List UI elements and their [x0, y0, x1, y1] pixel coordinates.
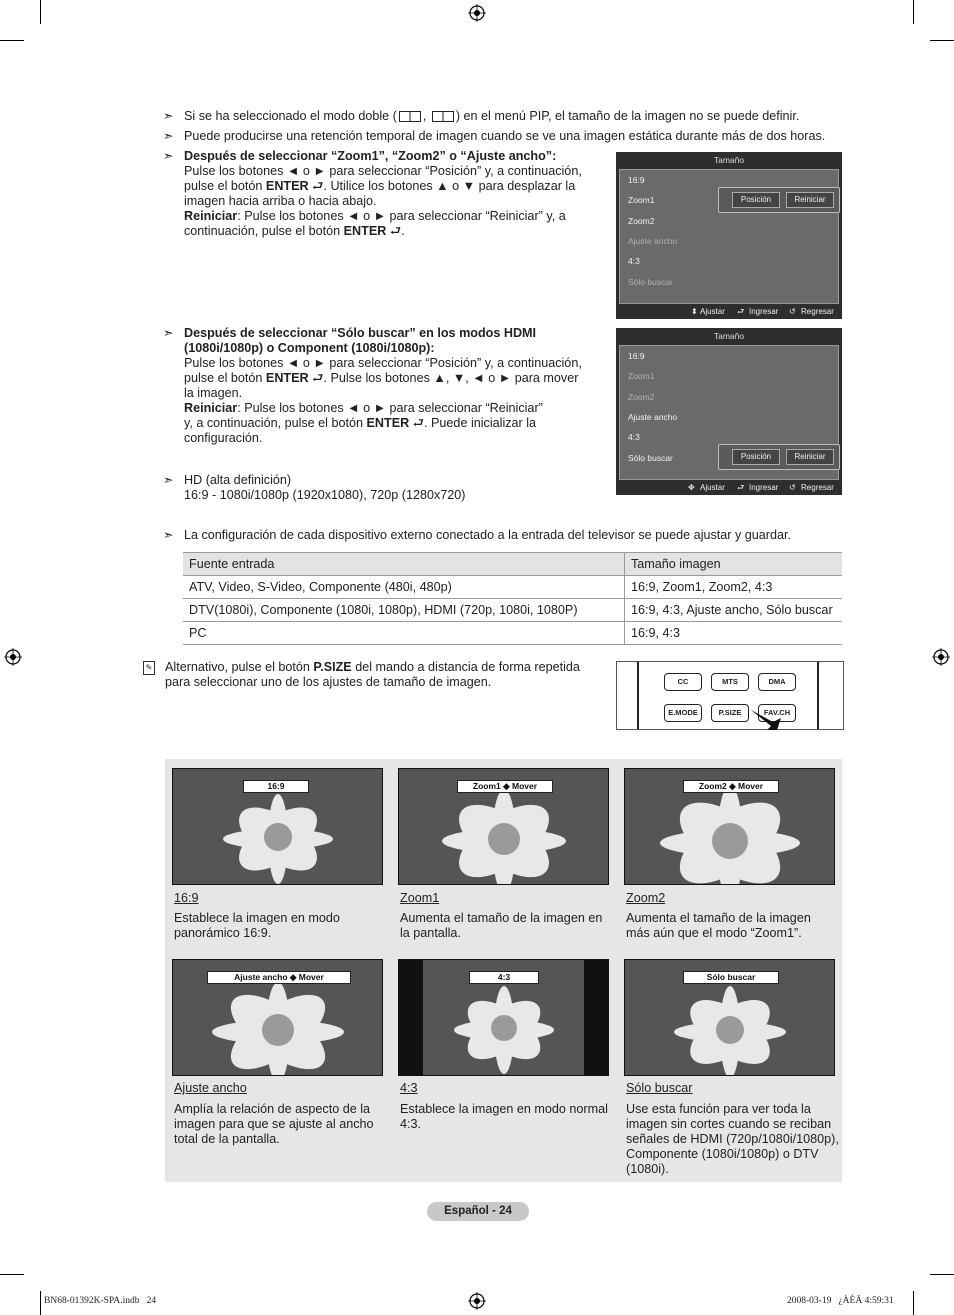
enter-icon: ⮐ — [737, 483, 745, 492]
note-arrow-icon: ➣ — [163, 129, 174, 143]
table-header: Fuente entrada Tamaño imagen — [183, 553, 842, 576]
example-image-zoom2 — [624, 768, 835, 885]
note-arrow-icon: ➣ — [163, 149, 174, 163]
crop-mark — [913, 0, 914, 24]
menu-item-solo-buscar[interactable]: Sólo buscar — [628, 453, 673, 463]
example-image-ajuste-ancho — [172, 959, 383, 1076]
size-menu-panel-solo-buscar — [616, 328, 842, 495]
menu-item-16-9[interactable]: 16:9 — [628, 175, 645, 185]
cc-button[interactable]: CC — [664, 673, 702, 691]
menu-item-4-3[interactable]: 4:3 — [628, 256, 640, 266]
crop-mark — [930, 1274, 954, 1275]
crop-mark — [0, 40, 24, 41]
note-arrow-icon: ➣ — [163, 109, 174, 123]
example-image-solo-buscar — [624, 959, 835, 1076]
panel-title: Tamaño — [713, 331, 745, 341]
registration-mark-icon — [468, 4, 486, 22]
menu-item-zoom2[interactable]: Zoom2 — [628, 216, 655, 226]
print-date-info: 2008-03-19 ¿ÀÈÄ 4:59:31 — [787, 1296, 894, 1306]
example-desc-solo-buscar: Use esta función para ver toda la imagen sin cortes cuando se reciban señales de HDMI (720p/1080i/1080p), Componente (1080i/1080p) o DTV (1080i). — [626, 1102, 839, 1176]
example-desc-zoom2: Aumenta el tamaño de la imagen más aún que el modo “Zoom1”. — [626, 911, 811, 940]
example-image-4-3 — [398, 959, 609, 1076]
image-label: Zoom2 ◆ Mover — [683, 780, 779, 793]
crop-mark — [913, 1291, 914, 1315]
emode-button[interactable]: E.MODE — [664, 704, 702, 722]
menu-item-solo-buscar[interactable]: Sólo buscar — [628, 277, 673, 287]
example-title-zoom1: Zoom1 — [400, 891, 440, 905]
remote-edge — [817, 662, 819, 729]
example-title-16-9: 16:9 — [174, 891, 199, 905]
example-title-ajuste-ancho: Ajuste ancho — [174, 1081, 247, 1095]
note-psize: Alternativo, pulse el botón P.SIZE del mando a distancia de forma repetida para seleccionar uno de los ajustes de tamaño de imagen. — [165, 660, 580, 689]
example-image-16-9 — [172, 768, 383, 885]
image-label: Ajuste ancho ◆ Mover — [207, 971, 351, 984]
table-row: DTV(1080i), Componente (1080i, 1080p), HDMI (720p, 1080i, 1080P) 16:9, 4:3, Ajuste ancho, Sólo buscar — [183, 599, 842, 622]
example-desc-4-3: Establece la imagen en modo normal 4:3. — [400, 1102, 608, 1131]
double-mode-icon — [399, 111, 421, 122]
example-title-zoom2: Zoom2 — [626, 891, 666, 905]
example-desc-zoom1: Aumenta el tamaño de la imagen en la pantalla. — [400, 911, 603, 940]
double-mode-icon — [432, 111, 454, 122]
crop-mark — [930, 40, 954, 41]
menu-item-zoom1[interactable]: Zoom1 — [628, 195, 655, 205]
panel-footer: ✥ Ajustar ⮐ Ingresar ↺ Regresar — [616, 481, 842, 495]
memo-icon: ✎ — [143, 661, 155, 675]
note-arrow-icon: ➣ — [163, 326, 174, 340]
note-arrow-icon: ➣ — [163, 473, 174, 487]
print-file-info: BN68-01392K-SPA.indb 24 — [44, 1296, 157, 1306]
enter-icon: ⮐ — [389, 224, 402, 238]
panel-body — [619, 169, 839, 304]
position-button[interactable]: Posición — [732, 449, 780, 465]
menu-item-ajuste-ancho[interactable]: Ajuste ancho — [628, 412, 678, 422]
four-way-icon: ✥ — [688, 483, 695, 492]
menu-item-4-3[interactable]: 4:3 — [628, 432, 640, 442]
image-label: 16:9 — [243, 780, 309, 793]
size-menu-panel-zoom — [616, 152, 842, 319]
example-image-zoom1 — [398, 768, 609, 885]
menu-item-zoom2[interactable]: Zoom2 — [628, 392, 655, 402]
return-icon: ↺ — [789, 483, 796, 492]
favch-button[interactable]: FAV.CH — [758, 704, 796, 722]
registration-mark-icon — [932, 648, 950, 666]
enter-icon: ⮐ — [737, 307, 745, 316]
table-row: ATV, Video, S-Video, Componente (480i, 480p) 16:9, Zoom1, Zoom2, 4:3 — [183, 576, 842, 599]
psize-button[interactable]: P.SIZE — [711, 704, 749, 722]
image-label: 4:3 — [469, 971, 539, 984]
remote-edge — [637, 662, 639, 729]
mts-button[interactable]: MTS — [711, 673, 749, 691]
remote-control-illustration — [616, 661, 844, 730]
page-number: Español - 24 — [427, 1202, 529, 1221]
enter-icon: ⮐ — [412, 416, 425, 430]
example-title-solo-buscar: Sólo buscar — [626, 1081, 693, 1095]
menu-item-ajuste-ancho[interactable]: Ajuste ancho — [628, 236, 678, 246]
position-popup — [718, 187, 840, 213]
menu-item-zoom1[interactable]: Zoom1 — [628, 371, 655, 381]
panel-title: Tamaño — [713, 155, 745, 165]
reset-button[interactable]: Reiniciar — [786, 449, 834, 465]
example-title-4-3: 4:3 — [400, 1081, 418, 1095]
example-desc-ajuste-ancho: Amplía la relación de aspecto de la imagen para que se ajuste al ancho total de la pantalla. — [174, 1102, 374, 1146]
panel-footer: ⬍ Ajustar ⮐ Ingresar ↺ Regresar — [616, 305, 842, 319]
table-row: PC 16:9, 4:3 — [183, 622, 842, 645]
example-desc-16-9: Establece la imagen en modo panorámico 16:9. — [174, 911, 340, 940]
updown-icon: ⬍ — [691, 307, 698, 316]
enter-icon: ⮐ — [312, 371, 324, 385]
pointer-arrow-icon — [747, 706, 787, 730]
note-arrow-icon: ➣ — [163, 528, 174, 542]
enter-icon: ⮐ — [312, 179, 324, 193]
image-label: Zoom1 ◆ Mover — [457, 780, 553, 793]
input-source-table — [183, 552, 842, 645]
position-button[interactable]: Posición — [732, 192, 780, 208]
crop-mark — [0, 1274, 24, 1275]
position-popup — [718, 444, 840, 470]
panel-body — [619, 345, 839, 480]
size-examples-gallery — [165, 759, 842, 1182]
registration-mark-icon — [4, 648, 22, 666]
return-icon: ↺ — [789, 307, 796, 316]
dma-button[interactable]: DMA — [758, 673, 796, 691]
reset-button[interactable]: Reiniciar — [786, 192, 834, 208]
crop-mark — [40, 0, 41, 24]
image-label: Sólo buscar — [683, 971, 779, 984]
menu-item-16-9[interactable]: 16:9 — [628, 351, 645, 361]
crop-mark — [40, 1291, 41, 1315]
registration-mark-icon — [468, 1292, 486, 1310]
